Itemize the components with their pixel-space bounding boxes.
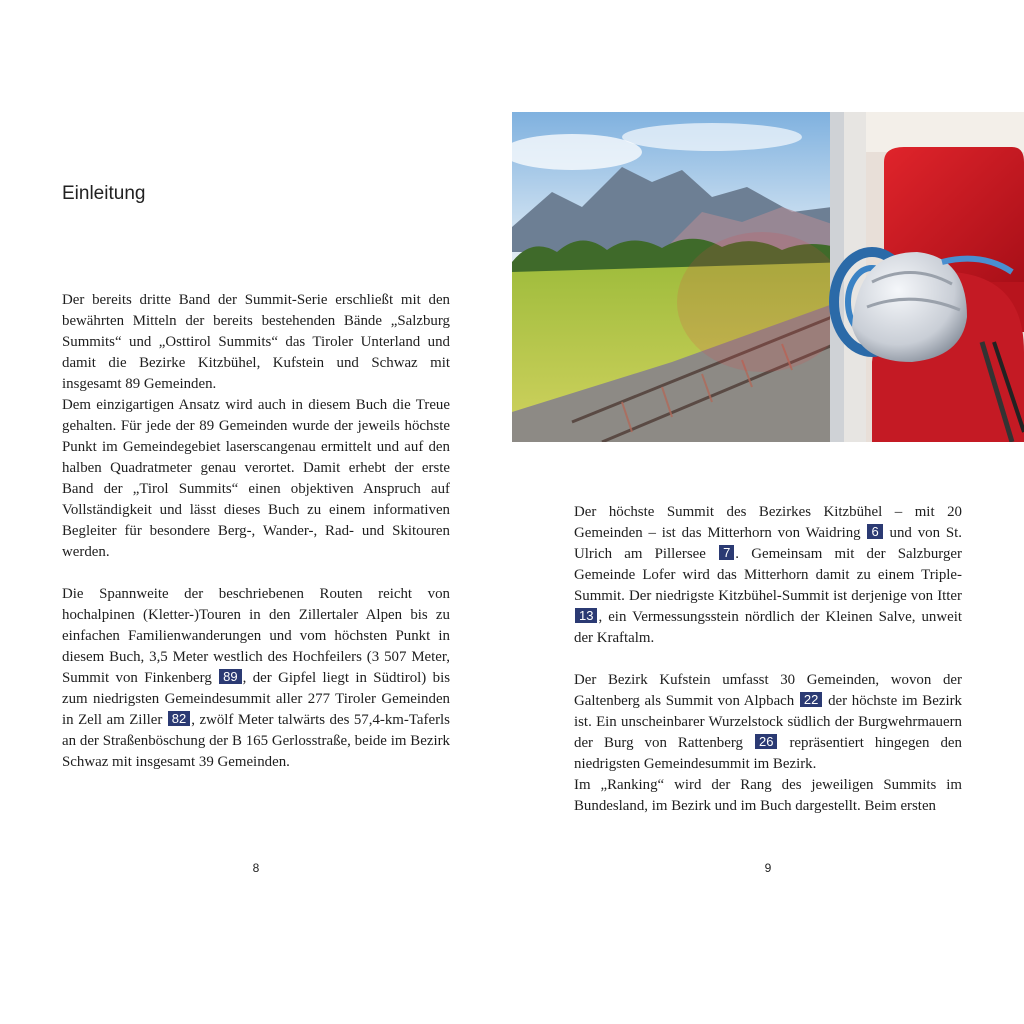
text-run: , zwölf Meter talwärts des 57,4-km-Taferls an der Straßenböschung der B 165 Gerlosstraße, beide im Bezirk Schwaz mit insgesamt 39 Gemeinden. bbox=[62, 712, 450, 770]
text-run: . Gemeinsam mit der Salzburger Gemeinde Lofer wird das Mitterhorn damit zu einem Triple-Summit. Der niedrigste Kitzbühel-Summit ist derjenige von Itter bbox=[574, 546, 962, 604]
left-paragraph-1: Der bereits dritte Band der Summit-Serie erschließt mit den bewährten Mitteln der bereits bestehenden Bände „Salzburg Summits“ und „Osttirol Summits“ das Tiroler Unterland und damit die Bezirke Kitzbühel, Kufstein und Schwaz mit insgesamt 89 Gemeinden. bbox=[62, 292, 450, 392]
summit-number-badge: 22 bbox=[800, 692, 822, 707]
right-paragraph-2 bbox=[574, 670, 962, 775]
left-paragraph-2: Dem einzigartigen Ansatz wird auch in diesem Buch die Treue gehalten. Für jede der 89 Gemeinden wurde der jeweils höchste Punkt im Gemeindegebiet laserscangenau ermittelt und auf den halben Quadratmeter genau verortet. Damit erhebt der erste Band der „Tirol Summits“ einen objektiven Anspruch auf Vollständigkeit und lässt dieses Buch zu einem informativen Begleiter für besondere Berg-, Wander-, Rad- und Skitouren werden. bbox=[62, 397, 450, 560]
train-window-photo bbox=[512, 112, 1024, 442]
text-run: und von St. Ulrich am Pillersee bbox=[574, 525, 962, 562]
summit-number-badge: 82 bbox=[168, 711, 190, 726]
right-text-column bbox=[574, 502, 962, 817]
text-run: repräsentiert hingegen den niedrigsten Gemeindesummit im Bezirk. bbox=[574, 735, 962, 772]
summit-number-badge: 6 bbox=[867, 524, 882, 539]
right-page bbox=[512, 0, 1024, 1024]
text-run: Der Bezirk Kufstein umfasst 30 Gemeinden, wovon der Galtenberg als Summit von Alpbach bbox=[574, 672, 962, 709]
right-paragraph-3: Im „Ranking“ wird der Rang des jeweiligen Summits im Bundesland, im Bezirk und im Buch dargestellt. Beim ersten bbox=[574, 777, 962, 814]
text-run: der höchste im Bezirk ist. Ein unscheinbarer Wurzelstock südlich der Burgwehrmauern der Burg von Rattenberg bbox=[574, 693, 962, 751]
page-number: 9 bbox=[764, 861, 772, 875]
summit-number-badge: 26 bbox=[755, 734, 777, 749]
text-run: , der Gipfel liegt in Südtirol) bis zum niedrigsten Gemeindesummit aller 277 Tiroler Gemeinden in Zell am Ziller bbox=[62, 670, 450, 728]
left-paragraph-3 bbox=[62, 584, 450, 773]
chapter-heading: Einleitung bbox=[62, 183, 146, 204]
text-run: Der höchste Summit des Bezirkes Kitzbühel – mit 20 Gemeinden – ist das Mitterhorn von Waidring bbox=[574, 504, 962, 541]
text-run: Die Spannweite der beschriebenen Routen reicht von hochalpinen (Kletter-)Touren in den Zillertaler Alpen bis zu einfachen Familienwanderungen und vom höchsten Punkt in diesem Buch, 3,5 Meter westlich des Hochfeilers (3 507 Meter, Summit von Finkenberg bbox=[62, 586, 450, 686]
text-run: , ein Vermessungsstein nördlich der Kleinen Salve, unweit der Kraftalm. bbox=[574, 609, 962, 646]
summit-number-badge: 13 bbox=[575, 608, 597, 623]
right-paragraph-1 bbox=[574, 502, 962, 649]
left-text-column bbox=[62, 290, 450, 773]
summit-number-badge: 7 bbox=[719, 545, 734, 560]
summit-number-badge: 89 bbox=[219, 669, 241, 684]
page-number: 8 bbox=[252, 861, 260, 875]
